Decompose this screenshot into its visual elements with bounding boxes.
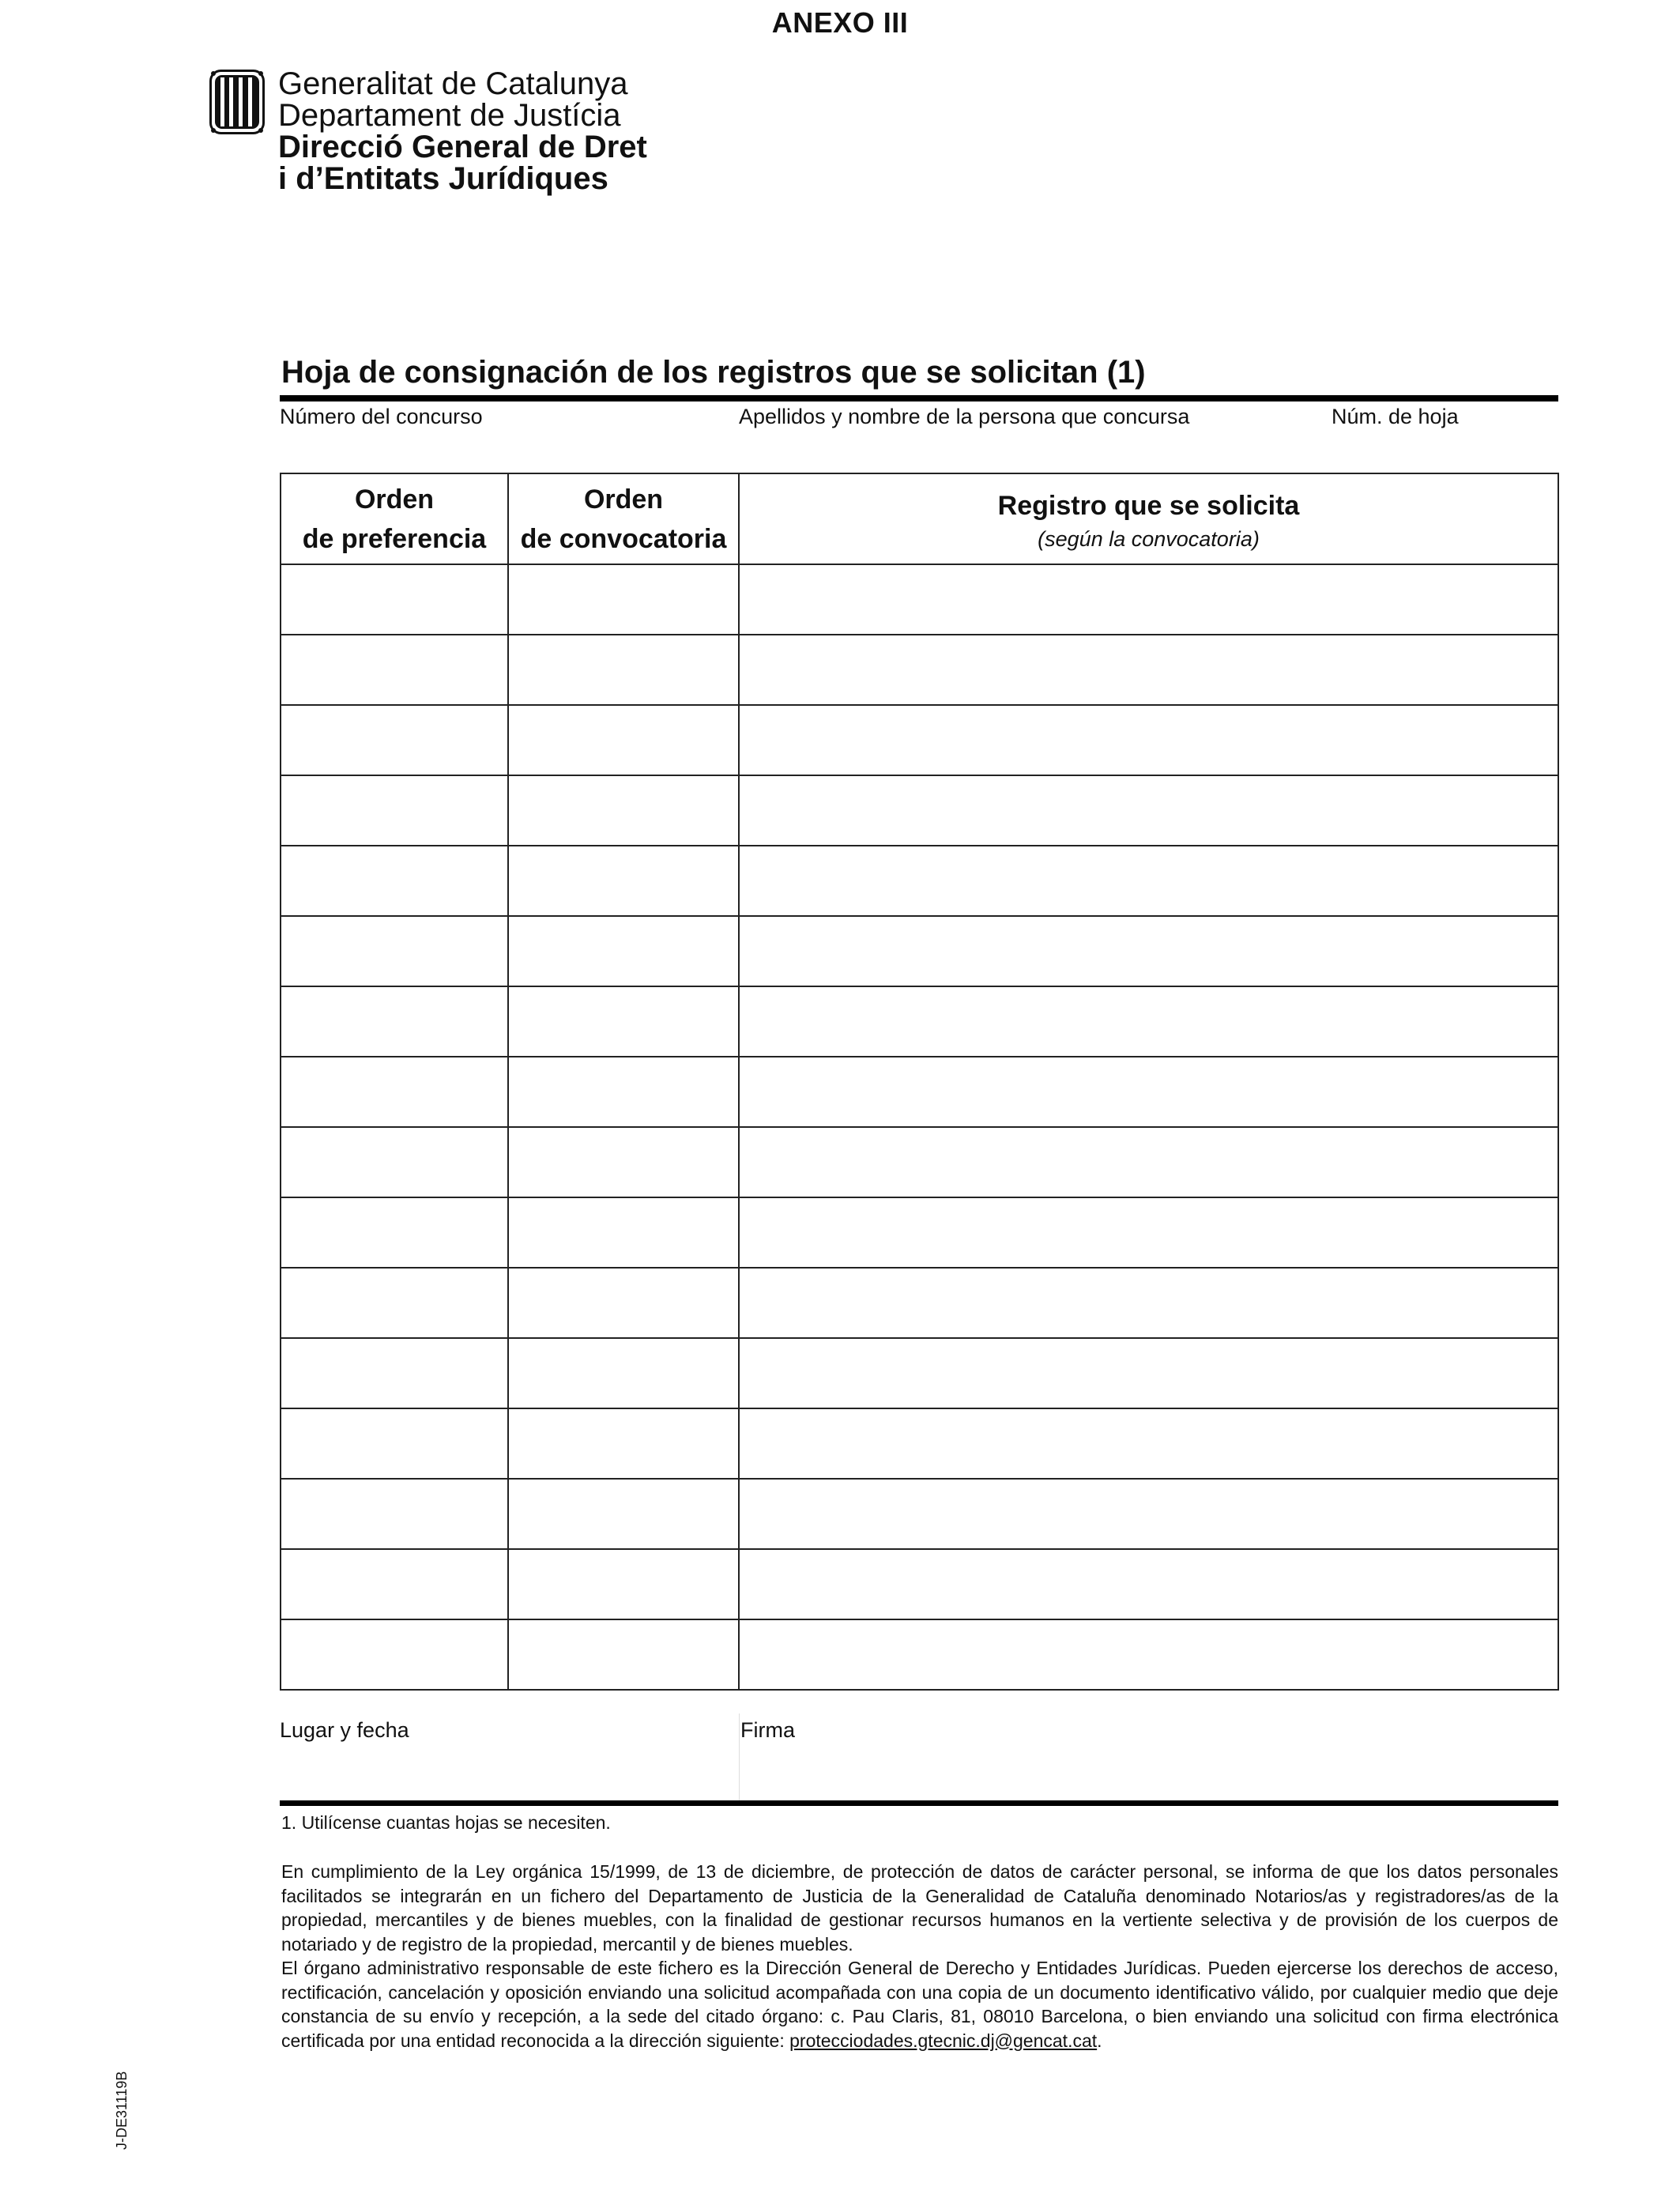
org-department: Departament de Justícia xyxy=(278,98,621,133)
cell-call-order[interactable] xyxy=(508,1408,739,1479)
organization-block xyxy=(278,68,647,194)
table-row xyxy=(281,1408,1558,1479)
title-rule xyxy=(280,395,1558,401)
header-call-order: Orden de convocatoria xyxy=(508,473,739,564)
table-row xyxy=(281,635,1558,705)
cell-preference-order[interactable] xyxy=(281,775,508,846)
cell-preference-order[interactable] xyxy=(281,1549,508,1619)
generalitat-logo-icon xyxy=(209,70,265,134)
cell-registry[interactable] xyxy=(739,635,1558,705)
place-date-label: Lugar y fecha xyxy=(280,1718,409,1742)
cell-registry[interactable] xyxy=(739,846,1558,916)
table-row xyxy=(281,1338,1558,1408)
cell-call-order[interactable] xyxy=(508,1057,739,1127)
cell-registry[interactable] xyxy=(739,1408,1558,1479)
org-generalitat: Generalitat de Catalunya xyxy=(278,66,628,101)
form-title: Hoja de consignación de los registros que se solicitan (1) xyxy=(281,355,1146,390)
cell-call-order[interactable] xyxy=(508,775,739,846)
table-row xyxy=(281,1197,1558,1268)
cell-registry[interactable] xyxy=(739,1268,1558,1338)
signature-divider xyxy=(739,1713,740,1800)
table-row xyxy=(281,775,1558,846)
cell-preference-order[interactable] xyxy=(281,916,508,986)
cell-preference-order[interactable] xyxy=(281,986,508,1057)
document-code: J-DE31119B xyxy=(114,2071,130,2150)
cell-registry[interactable] xyxy=(739,1127,1558,1197)
cell-call-order[interactable] xyxy=(508,986,739,1057)
cell-preference-order[interactable] xyxy=(281,1619,508,1690)
cell-call-order[interactable] xyxy=(508,1197,739,1268)
cell-call-order[interactable] xyxy=(508,1338,739,1408)
cell-registry[interactable] xyxy=(739,705,1558,775)
contest-number-label: Número del concurso xyxy=(280,405,483,428)
cell-preference-order[interactable] xyxy=(281,1338,508,1408)
org-directorate-cont: i d’Entitats Jurídiques xyxy=(278,161,608,196)
cell-registry[interactable] xyxy=(739,1057,1558,1127)
cell-registry[interactable] xyxy=(739,775,1558,846)
cell-call-order[interactable] xyxy=(508,846,739,916)
privacy-end: . xyxy=(1097,2030,1102,2051)
annex-title: ANEXO III xyxy=(771,6,909,39)
cell-registry[interactable] xyxy=(739,986,1558,1057)
table-row xyxy=(281,916,1558,986)
privacy-notice xyxy=(281,1860,1558,2053)
cell-registry[interactable] xyxy=(739,916,1558,986)
org-directorate: Direcció General de Dret xyxy=(278,130,647,164)
table-row xyxy=(281,1479,1558,1549)
cell-call-order[interactable] xyxy=(508,635,739,705)
cell-call-order[interactable] xyxy=(508,1549,739,1619)
applicant-name-label: Apellidos y nombre de la persona que concursa xyxy=(739,405,1190,428)
cell-call-order[interactable] xyxy=(508,1619,739,1690)
table-row xyxy=(281,705,1558,775)
table-row xyxy=(281,1127,1558,1197)
signature-label: Firma xyxy=(740,1718,795,1742)
footnote: 1. Utilícense cuantas hojas se necesiten. xyxy=(281,1812,611,1833)
cell-preference-order[interactable] xyxy=(281,635,508,705)
sheet-number-label: Núm. de hoja xyxy=(1332,405,1459,428)
table-row xyxy=(281,1268,1558,1338)
cell-preference-order[interactable] xyxy=(281,705,508,775)
table-row xyxy=(281,1619,1558,1690)
cell-preference-order[interactable] xyxy=(281,1268,508,1338)
cell-registry[interactable] xyxy=(739,564,1558,635)
cell-call-order[interactable] xyxy=(508,705,739,775)
cell-call-order[interactable] xyxy=(508,1268,739,1338)
table-row xyxy=(281,986,1558,1057)
cell-registry[interactable] xyxy=(739,1619,1558,1690)
cell-registry[interactable] xyxy=(739,1197,1558,1268)
cell-preference-order[interactable] xyxy=(281,1408,508,1479)
privacy-email-link[interactable]: protecciodades.gtecnic.dj@gencat.cat xyxy=(789,2030,1098,2051)
cell-registry[interactable] xyxy=(739,1479,1558,1549)
cell-registry[interactable] xyxy=(739,1549,1558,1619)
registry-table xyxy=(280,473,1559,1691)
cell-registry[interactable] xyxy=(739,1338,1558,1408)
cell-preference-order[interactable] xyxy=(281,846,508,916)
cell-call-order[interactable] xyxy=(508,916,739,986)
cell-preference-order[interactable] xyxy=(281,564,508,635)
cell-call-order[interactable] xyxy=(508,1479,739,1549)
header-preference-order: Orden de preferencia xyxy=(281,473,508,564)
cell-call-order[interactable] xyxy=(508,564,739,635)
header-registry: Registro que se solicita (según la convocatoria) xyxy=(739,473,1558,564)
table-row xyxy=(281,1549,1558,1619)
cell-preference-order[interactable] xyxy=(281,1197,508,1268)
table-row xyxy=(281,564,1558,635)
table-body xyxy=(281,564,1558,1690)
cell-preference-order[interactable] xyxy=(281,1479,508,1549)
cell-call-order[interactable] xyxy=(508,1127,739,1197)
table-row xyxy=(281,846,1558,916)
privacy-paragraph-1: En cumplimiento de la Ley orgánica 15/1999, de 13 de diciembre, de protección de datos de carácter personal, se informa de que los datos personales facilitados se integrarán en un fichero del Departamento de Justicia de la Generalidad de Cataluña denominado Notarios/as y registradores/as de la propiedad, mercantiles y de bienes muebles, con la finalidad de gestionar recursos humanos en la vertiente selectiva y de provisión de los cuerpos de notariado y de registro de la propiedad, mercantil y de bienes muebles. xyxy=(281,1861,1558,1955)
table-row xyxy=(281,1057,1558,1127)
cell-preference-order[interactable] xyxy=(281,1057,508,1127)
cell-preference-order[interactable] xyxy=(281,1127,508,1197)
privacy-paragraph-2: El órgano administrativo responsable de este fichero es la Dirección General de Derecho y Entidades Jurídicas. Pueden ejercerse los derechos de acceso, rectificación, cancelación y oposición enviando una solicitud acompañada con una copia de un documento identificativo válido, por cualquier medio que deje constancia de su envío y recepción, a la sede del citado órgano: c. Pau Claris, 81, 08010 Barcelona, o bien enviando una solicitud con firma electrónica certificada por una entidad reconocida a la dirección siguiente: xyxy=(281,1958,1558,2051)
table-header-row xyxy=(281,473,1558,564)
footer-rule xyxy=(280,1800,1558,1806)
